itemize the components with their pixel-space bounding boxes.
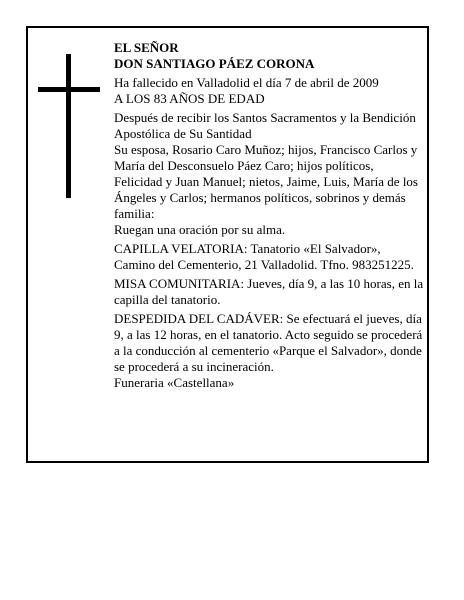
- family-text: Su esposa, Rosario Caro Muñoz; hijos, Francisco Carlos y María del Desconsuelo Páez Caro; hijos políticos, Felicidad y Juan Manuel; nietos, Jaime, Luis, María de los Ángeles y Carlos; hermanos políticos, sobrinos y demás familia:: [114, 142, 418, 221]
- sacraments-text: Después de recibir los Santos Sacramentos y la Bendición Apostólica de Su Santidad: [114, 110, 416, 141]
- prayer-text: Ruegan una oración por su alma.: [114, 222, 286, 237]
- obituary-notice: [26, 26, 429, 463]
- cross-horizontal-bar: [38, 87, 100, 92]
- farewell-info: DESPEDIDA DEL CADÁVER: Se efectuará el jueves, día 9, a las 12 horas, en el tanatorio. Acto seguido se procederá a la conducción al cementerio «Parque el Salvador», donde se procederá a su incineración.: [114, 311, 423, 374]
- heading-title: EL SEÑOR: [114, 40, 179, 55]
- cross-vertical-bar: [66, 54, 71, 198]
- mass-info: MISA COMUNITARIA: Jueves, día 9, a las 10 horas, en la capilla del tanatorio.: [114, 276, 424, 307]
- funeral-home: Funeraria «Castellana»: [114, 375, 235, 390]
- death-info: Ha fallecido en Valladolid el día 7 de abril de 2009: [114, 75, 379, 90]
- chapel-info: CAPILLA VELATORIA: Tanatorio «El Salvador», Camino del Cementerio, 21 Valladolid. Tfno. 983251225.: [114, 241, 414, 272]
- age-line: A LOS 83 AÑOS DE EDAD: [114, 91, 265, 106]
- deceased-name: DON SANTIAGO PÁEZ CORONA: [114, 56, 315, 71]
- cross-icon: [38, 54, 100, 198]
- obituary-text: [114, 40, 424, 394]
